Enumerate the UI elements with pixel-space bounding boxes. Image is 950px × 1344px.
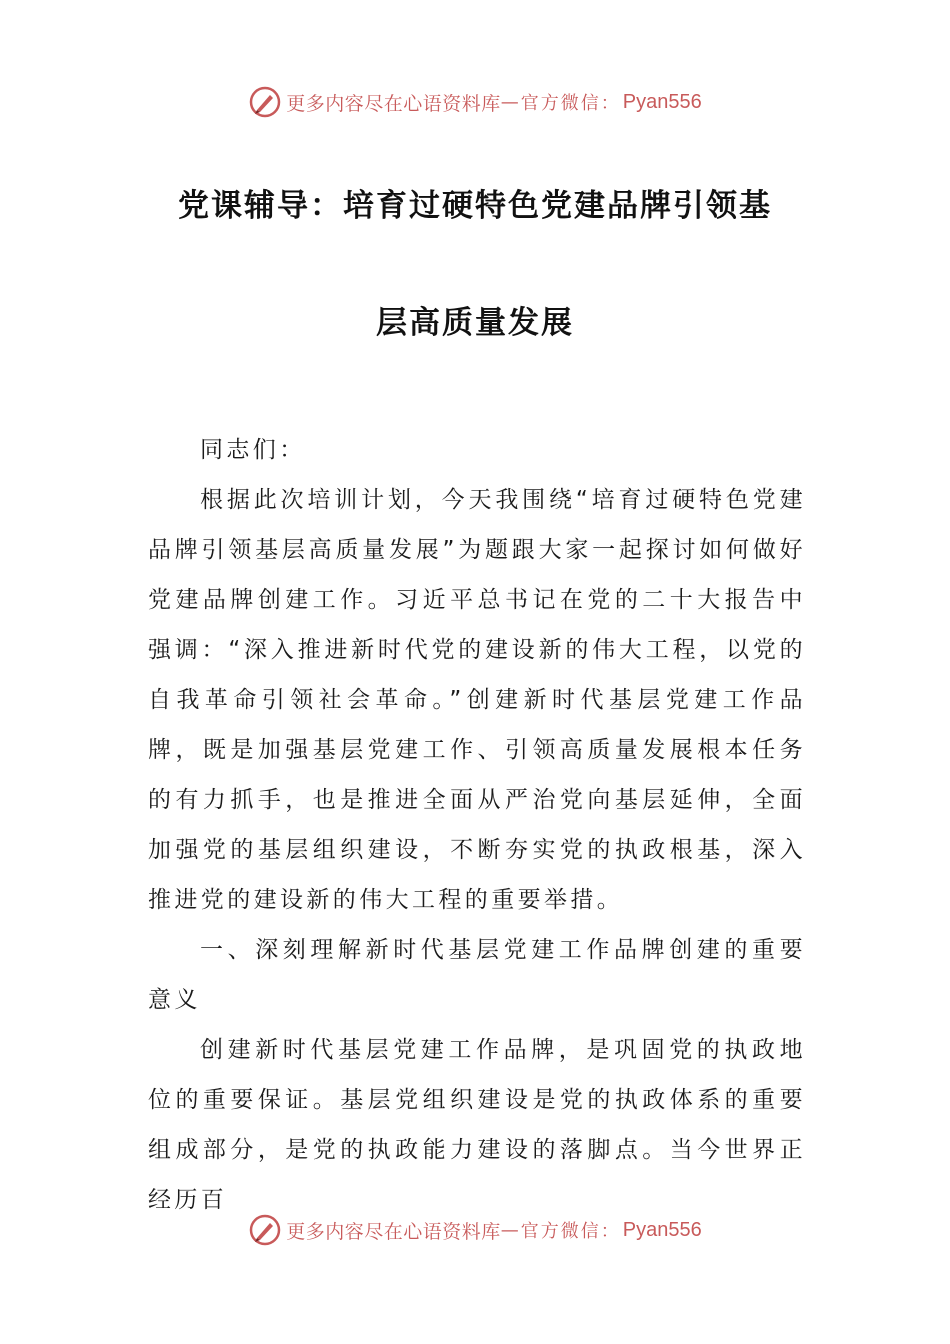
- document-body: [148, 425, 806, 1225]
- watermark-dash: —: [500, 1219, 521, 1241]
- watermark-dash: —: [500, 91, 521, 113]
- watermark-official-label: 官方微信：: [520, 93, 621, 114]
- document-title-line1: 党课辅导：培育过硬特色党建品牌引领基: [178, 188, 772, 224]
- watermark-banner-bottom: [0, 1210, 950, 1250]
- watermark-brand: 更多内容尽在心语资料库: [286, 92, 501, 115]
- watermark-brand: 更多内容尽在心语资料库: [286, 1220, 501, 1243]
- paragraph-body: 创建新时代基层党建工作品牌，是巩固党的执政地位的重要保证。基层党组织建设是党的执政体系的重要组成部分，是党的执政能力建设的落脚点。当今世界正经历百: [148, 1037, 806, 1213]
- watermark-wechat-id: Pyan556: [622, 1218, 702, 1241]
- paragraph-section-heading: 一、深刻理解新时代基层党建工作品牌创建的重要意义: [148, 937, 806, 1013]
- pen-logo-icon: [248, 1213, 282, 1247]
- watermark-wechat-id: Pyan556: [622, 90, 702, 113]
- paragraph-intro: 根据此次培训计划，今天我围绕“培育过硬特色党建品牌引领基层高质量发展”为题跟大家一起探讨如何做好党建品牌创建工作。习近平总书记在党的二十大报告中强调：“深入推进新时代党的建设新的伟大工程，以党的自我革命引领社会革命。”创建新时代基层党建工作品牌，既是加强基层党建工作、引领高质量发展根本任务的有力抓手，也是推进全面从严治党向基层延伸，全面加强党的基层组织建设，不断夯实党的执政根基，深入推进党的建设新的伟大工程的重要举措。: [148, 487, 806, 913]
- pen-logo-icon: [248, 85, 282, 119]
- watermark-official-label: 官方微信：: [520, 1221, 621, 1242]
- document-title-line2: 层高质量发展: [376, 305, 574, 341]
- paragraph-salutation: 同志们：: [200, 437, 306, 463]
- watermark-banner-top: [0, 82, 950, 122]
